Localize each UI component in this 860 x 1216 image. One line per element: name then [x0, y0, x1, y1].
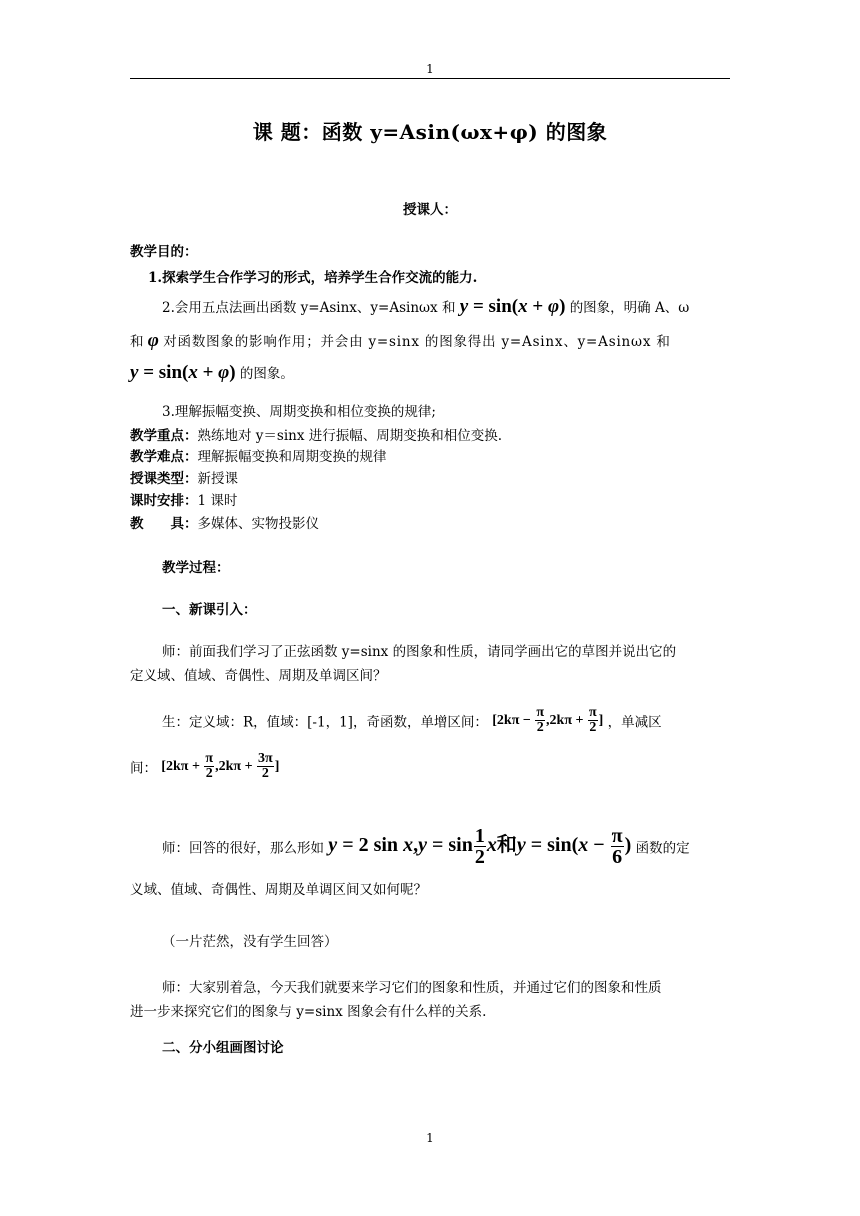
header-rule: [130, 78, 730, 79]
objective-2-text-c: 对函数图象的影响作用；并会由 y=sinx 的图象得出 y=Asinx、y=Asinωx 和: [163, 334, 671, 350]
page-title: 课 题：函数 y=Asin(ωx+φ) 的图象: [252, 120, 608, 144]
teacher-label: 授课人：: [403, 202, 457, 218]
formula-phi: φ: [147, 330, 159, 351]
key-point-text: 熟练地对 y＝sinx 进行振幅、周期变换和相位变换.: [197, 428, 503, 444]
difficulty: [130, 445, 387, 465]
lesson-type: [130, 467, 238, 487]
tools-label: 教 具：: [130, 516, 198, 532]
objective-1: 1.探索学生合作学习的形式，培养学生合作交流的能力.: [148, 270, 478, 286]
objective-3: 3.理解振幅变换、周期变换和相位变换的规律;: [162, 404, 436, 420]
key-point-label: 教学重点：: [130, 428, 198, 444]
teacher-question-2-line2: 义域、值域、奇偶性、周期及单调区间又如何呢？: [130, 882, 427, 898]
lesson-type-label: 授课类型：: [130, 471, 198, 487]
footer-page-number: 1: [426, 1131, 434, 1145]
formula-decreasing-interval: [2kπ + $\frac{\pi}{2}$ ,2kπ + $\frac{3\pi}{2}$ ]: [161, 751, 280, 781]
objective-2-line2: [130, 330, 671, 352]
teacher-statement-line1: 师：大家别着急，今天我们就要来学习它们的图象和性质，并通过它们的图象和性质: [162, 980, 662, 996]
section-1-heading: 一、新课引入：: [162, 602, 257, 618]
objective-2-text-d: 的图象。: [239, 366, 294, 382]
student-answer-text-pre: 生：定义域：R，值域：[-1，1]，奇函数，单增区间：: [162, 714, 488, 731]
schedule-text: 1 课时: [197, 493, 238, 509]
teacher-question-2-pre: 师：回答的很好，那么形如: [162, 840, 324, 857]
student-answer-line2-pre: 间：: [130, 760, 157, 777]
schedule: [130, 489, 237, 509]
tools-text: 多媒体、实物投影仪: [197, 516, 319, 532]
formula-y-sin-x-phi-2: y = sin(x + φ): [130, 362, 236, 383]
tools: [130, 512, 319, 532]
silence-note: （一片茫然，没有学生回答）: [162, 934, 338, 950]
student-answer-line2: [130, 752, 279, 781]
schedule-label: 课时安排：: [130, 493, 198, 509]
teacher-question-1-line2: 定义域、值域、奇偶性、周期及单调区间？: [130, 668, 387, 684]
objective-2-text-a: 2.会用五点法画出函数 y=Asinx、y=Asinωx 和: [162, 300, 456, 316]
objective-2-text-b: 的图象，明确 A、ω: [569, 300, 690, 316]
objective-2-line3: [130, 362, 294, 384]
difficulty-label: 教学难点：: [130, 449, 198, 465]
formula-three-functions: y = 2 sin x,y = sin $\frac{1}{2}$ x和y = sin(x − $\frac{\pi}{6}$ ): [328, 825, 632, 868]
student-answer-line1: [162, 706, 662, 735]
teacher-statement-line2: 进一步来探究它们的图象与 y=sinx 图象会有什么样的关系.: [130, 1004, 487, 1020]
objectives-heading: 教学目的：: [130, 244, 198, 260]
formula-y-sin-x-phi: y = sin(x + φ): [459, 296, 566, 317]
lesson-type-text: 新授课: [197, 471, 238, 487]
teacher-question-2-post: 函数的定: [635, 840, 690, 857]
objective-2-text-c-pre: 和: [130, 334, 144, 350]
section-2-heading: 二、分小组画图讨论: [162, 1040, 284, 1056]
key-point: [130, 424, 502, 444]
header-page-number: 1: [426, 62, 434, 76]
teacher-question-1-line1: 师：前面我们学习了正弦函数 y=sinx 的图象和性质，请同学画出它的草图并说出它的: [162, 644, 677, 660]
difficulty-text: 理解振幅变换和周期变换的规律: [197, 449, 387, 465]
objective-2-line1: [162, 296, 689, 318]
student-answer-text-post: ，单减区: [607, 714, 662, 731]
process-heading: 教学过程：: [162, 560, 230, 576]
teacher-question-2-line1: [162, 826, 690, 867]
formula-increasing-interval: [2kπ − $\frac{\pi}{2}$ ,2kπ + $\frac{\pi}{2}$ ]: [492, 705, 604, 735]
